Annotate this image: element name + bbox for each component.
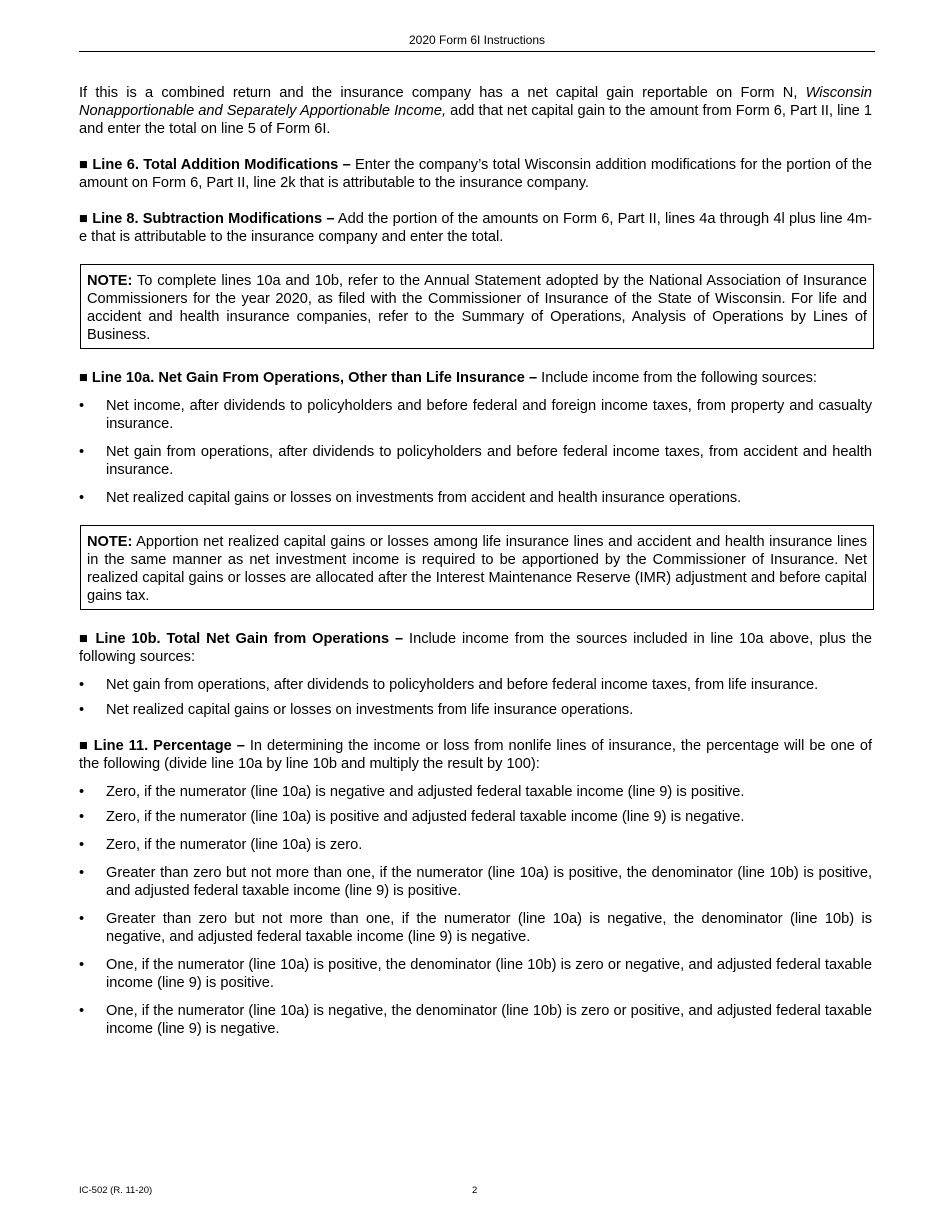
note-label: NOTE: — [87, 273, 133, 289]
bullet-icon: • — [79, 911, 85, 927]
form-n-title: Wisconsin Nonapportionable and Separately Apportionable Income, — [79, 85, 872, 119]
list-item: • Net realized capital gains or losses on investments from accident and health insurance operations. — [79, 490, 742, 506]
line-10b-list — [79, 676, 872, 719]
line-6-section — [79, 156, 872, 192]
list-item: • Net gain from operations, after dividends to policyholders and before federal income taxes, from accident and health insurance. — [79, 444, 872, 478]
line-10b-text: Include income from the sources included in line 10a above, plus the following sources: — [79, 631, 873, 665]
line-8-heading: ■ Line 8. Subtraction Modifications – — [79, 211, 335, 227]
line-8-section — [79, 210, 872, 246]
list-item: • Zero, if the numerator (line 10a) is negative and adjusted federal taxable income (line 9) is positive. — [79, 784, 745, 800]
line-10a-list — [79, 397, 872, 507]
list-item: • Net gain from operations, after dividends to policyholders and before federal income taxes, from life insurance. — [79, 677, 819, 693]
line-8-text: Add the portion of the amounts on Form 6, Part II, lines 4a through 4l plus line 4m-e that is attributable to the insurance company and enter the total. — [79, 211, 873, 245]
bullet-icon: • — [79, 702, 85, 718]
list-item: • Greater than zero but not more than one, if the numerator (line 10a) is negative, the denominator (line 10b) is negative, and adjusted federal taxable income (line 9) is negative. — [79, 911, 872, 945]
intro-paragraph: If this is a combined return and the insurance company has a net capital gain reportable on Form N, Wisconsin Nonapportionable and Separately Apportionable Income, add that net capital gain to the amount from Form 6, Part II, line 1 and enter the total on line 5 of Form 6I. — [79, 85, 872, 137]
instructions-body — [79, 84, 872, 1038]
line-11-list — [79, 783, 872, 1038]
bullet-icon: • — [79, 865, 85, 881]
line-10b-heading: ■ Line 10b. Total Net Gain from Operations – — [79, 631, 404, 647]
list-item: • Zero, if the numerator (line 10a) is zero. — [79, 837, 363, 853]
line-10a-text: Include income from the following sources: — [537, 370, 817, 386]
list-item: • One, if the numerator (line 10a) is positive, the denominator (line 10b) is zero or negative, and adjusted federal taxable income (line 9) is positive. — [79, 957, 872, 991]
bullet-icon: • — [79, 837, 85, 853]
bullet-icon: • — [79, 398, 85, 414]
line-11-heading: ■ Line 11. Percentage – — [79, 738, 245, 754]
bullet-icon: • — [79, 1003, 85, 1019]
line-10b-section — [79, 630, 872, 666]
list-item: • Greater than zero but not more than one, if the numerator (line 10a) is positive, the denominator (line 10b) is positive, and adjusted federal taxable income (line 9) is positive. — [79, 865, 872, 899]
line-6-heading: ■ Line 6. Total Addition Modifications – — [79, 157, 351, 173]
list-item: • Zero, if the numerator (line 10a) is positive and adjusted federal taxable income (line 9) is negative. — [79, 809, 745, 825]
page-header: 2020 Form 6I Instructions — [79, 32, 875, 52]
bullet-icon: • — [79, 490, 85, 506]
note-label: NOTE: — [87, 534, 133, 550]
line-6-text: Enter the company’s total Wisconsin addition modifications for the portion of the amount on Form 6, Part II, line 2k that is attributable to the insurance company. — [79, 157, 872, 191]
list-item: • Net income, after dividends to policyholders and before federal and foreign income taxes, from property and casualty insurance. — [79, 398, 872, 432]
bullet-icon: • — [79, 444, 85, 460]
line-11-text: In determining the income or loss from nonlife lines of insurance, the percentage will be one of the following (divide line 10a by line 10b and multiply the result by 100): — [79, 738, 872, 772]
list-item: • Net realized capital gains or losses on investments from life insurance operations. — [79, 702, 634, 718]
note-text: To complete lines 10a and 10b, refer to the Annual Statement adopted by the National Association of Insurance Commissioners for the year 2020, as filed with the Commissioner of Insurance of the State of Wisconsin. For life and accident and health insurance companies, refer to the Summary of Operations, Analysis of Operations by Lines of Business. — [87, 273, 867, 343]
bullet-icon: • — [79, 809, 85, 825]
bullet-icon: • — [79, 677, 85, 693]
line-11-section — [79, 737, 872, 773]
page-number: 2 — [472, 1185, 478, 1196]
note-box-lines-10a-10b — [80, 264, 874, 349]
line-10a-section — [79, 369, 872, 387]
bullet-icon: • — [79, 784, 85, 800]
bullet-icon: • — [79, 957, 85, 973]
line-10a-heading: ■ Line 10a. Net Gain From Operations, Other than Life Insurance – — [79, 370, 538, 386]
note-box-capital-gains — [80, 525, 874, 610]
list-item: • One, if the numerator (line 10a) is negative, the denominator (line 10b) is zero or positive, and adjusted federal taxable income (line 9) is negative. — [79, 1003, 872, 1037]
form-id: IC-502 (R. 11-20) — [79, 1185, 153, 1196]
note-text: Apportion net realized capital gains or losses among life insurance lines and accident and health insurance lines in the same manner as net investment income is required to be apportioned by the Commissioner of Insurance. Net realized capital gains or losses are allocated after the Interest Maintenance Reserve (IMR) adjustment and before capital gains tax. — [87, 534, 867, 604]
